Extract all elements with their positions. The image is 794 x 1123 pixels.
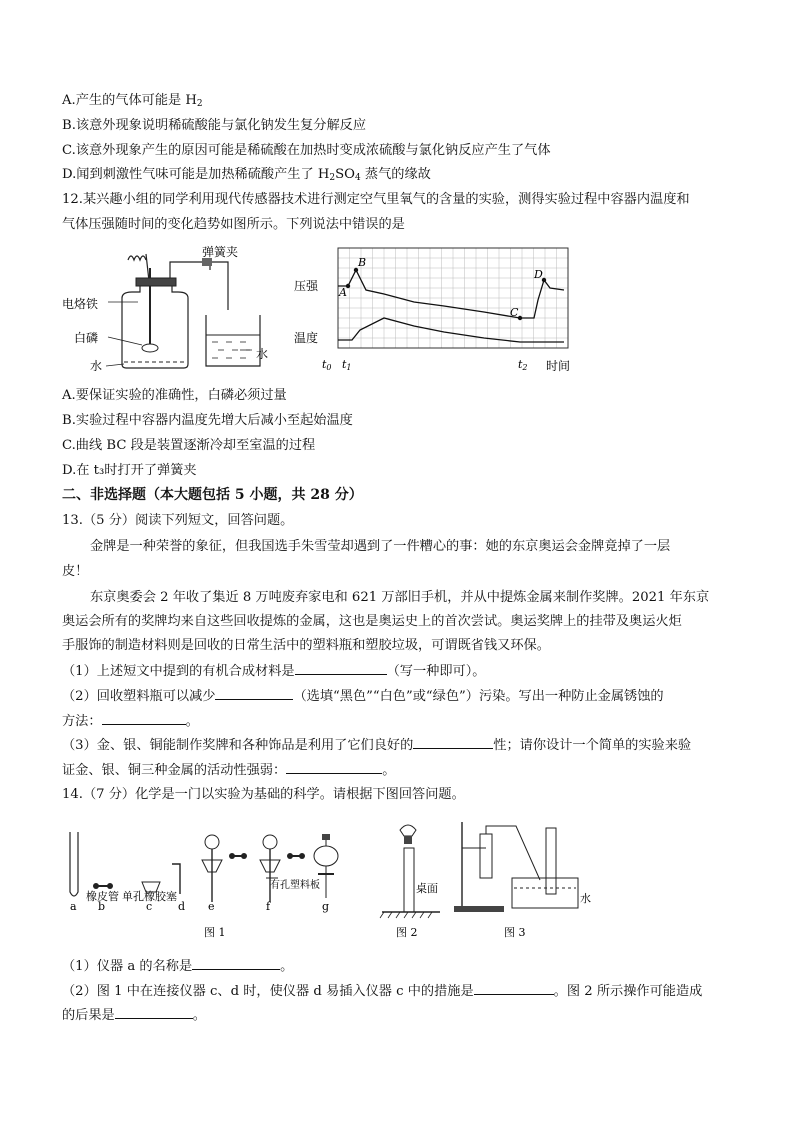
letter-a: a — [70, 900, 77, 913]
answer-blank[interactable] — [215, 687, 293, 700]
pressure-curve — [338, 270, 564, 318]
q14-figure-1 — [60, 812, 360, 942]
answer-blank[interactable] — [192, 957, 280, 970]
q13-paragraph2-line1: 东京奥委会 2 年收了集近 8 万吨废弃家电和 621 万部旧手机，并从中提炼金属来制作奖牌。2021 年东京 — [90, 590, 710, 605]
figure-1-caption: 图 1 — [204, 926, 226, 939]
tick-t2: t2 — [518, 358, 528, 372]
section-2-title: 二、非选择题（本大题包括 5 小题，共 28 分） — [62, 487, 363, 503]
q13-paragraph1-line1: 金牌是一种荣誉的象征，但我国选手朱雪莹却遇到了一件糟心的事：她的东京奥运会金牌竟掉了一层 — [90, 539, 671, 554]
label-rubber-tube: 橡皮管 — [86, 890, 119, 903]
q11-option-b: B.该意外现象说明稀硫酸能与氯化钠发生复分解反应 — [62, 118, 367, 133]
answer-blank[interactable] — [295, 662, 387, 675]
q11-option-a: A.产生的气体可能是 $H_2$ — [62, 93, 203, 109]
label-water-right: 水 — [256, 347, 269, 361]
answer-blank[interactable] — [413, 736, 493, 749]
spring-clip-icon — [202, 258, 212, 266]
answer-blank[interactable] — [115, 1006, 193, 1019]
q11-option-d: D.闻到刺激性气味可能是加热稀硫酸产生了 $H_2SO_4$ 蒸气的缘故 — [62, 167, 431, 183]
q14-sub1: （1）仪器 a 的名称是 。 — [62, 959, 294, 974]
q12-stem-line2: 气体压强随时间的变化趋势如图所示。下列说法中错误的是 — [62, 217, 405, 232]
label-white-phosphorus: 白磷 — [74, 331, 99, 345]
q12-pressure-temperature-graph — [294, 244, 584, 374]
answer-blank[interactable] — [286, 761, 382, 774]
q13-sub2: （2）回收塑料瓶可以减少 （选填“黑色”“白色”或“绿色”）污染。写出一种防止金属锈蚀的 — [62, 689, 664, 704]
label-temperature: 温度 — [294, 331, 319, 345]
temperature-curve — [338, 318, 564, 342]
letter-c: c — [146, 900, 153, 913]
q14-figure-2 — [378, 812, 448, 942]
q13-paragraph1-line2: 皮！ — [62, 564, 89, 579]
q12-apparatus-figure — [60, 240, 280, 380]
label-water-fig3: 水 — [580, 892, 591, 905]
label-point-c: C — [510, 306, 519, 319]
q13-sub2-cont: 方法： 。 — [62, 714, 199, 729]
q12-option-c: C.曲线 BC 段是装置逐渐冷却至室温的过程 — [62, 438, 316, 453]
q13-stem: 13.（5 分）阅读下列短文，回答问题。 — [62, 513, 294, 528]
letter-g: g — [322, 900, 330, 913]
tick-t1: t1 — [342, 358, 352, 372]
figure-3-caption: 图 3 — [504, 926, 526, 939]
answer-blank[interactable] — [102, 712, 186, 725]
label-desk: 桌面 — [416, 882, 438, 895]
q14-sub2: （2）图 1 中在连接仪器 c、d 时，使仪器 d 易插入仪器 c 中的措施是 。图 2 所示操作可能造成 — [62, 984, 703, 999]
q13-paragraph2-line2: 奥运会所有的奖牌均来自这些回收提炼的金属，这也是奥运史上的首次尝试。奥运奖牌上的挂带及奥运火炬 — [62, 614, 682, 629]
letter-f: f — [266, 900, 271, 913]
figure-2-caption: 图 2 — [396, 926, 418, 939]
label-electric-iron: 电烙铁 — [62, 297, 99, 311]
letter-e: e — [208, 900, 215, 913]
label-pressure: 压强 — [294, 279, 319, 293]
q14-sub2-cont: 的后果是 。 — [62, 1008, 206, 1023]
label-perforated-plate: 有孔塑料板 — [270, 880, 320, 891]
q12-option-d: D.在 t₃时打开了弹簧夹 — [62, 463, 197, 478]
label-point-d: D — [534, 268, 543, 281]
q14-figure-3 — [452, 818, 602, 942]
q12-stem-line1: 12.某兴趣小组的同学利用现代传感器技术进行测定空气里氧气的含量的实验，测得实验过程中容器内温度和 — [62, 192, 690, 207]
label-spring-clip: 弹簧夹 — [202, 245, 239, 259]
label-one-hole-stopper: 单孔橡胶塞 — [122, 890, 177, 903]
q11-option-c: C.该意外现象产生的原因可能是稀硫酸在加热时变成浓硫酸与氯化钠反应产生了气体 — [62, 143, 551, 158]
q13-sub3: （3）金、银、铜能制作奖牌和各种饰品是利用了它们良好的 性；请你设计一个简单的实验来验 — [62, 738, 692, 753]
letter-d: d — [178, 900, 186, 913]
q14-stem: 14.（7 分）化学是一门以实验为基础的科学。请根据下图回答问题。 — [62, 787, 465, 802]
label-time: 时间 — [546, 359, 571, 373]
label-point-b: B — [358, 256, 367, 269]
q13-paragraph2-line3: 手服饰的制造材料则是回收的日常生活中的塑料瓶和塑胶垃圾，可谓既省钱又环保。 — [62, 638, 550, 653]
q13-sub3-cont: 证金、银、铜三种金属的活动性强弱： 。 — [62, 763, 396, 778]
q12-option-a: A.要保证实验的准确性，白磷必须过量 — [62, 388, 287, 403]
q13-sub1: （1）上述短文中提到的有机合成材料是 （写一种即可）。 — [62, 664, 486, 679]
q12-option-b: B.实验过程中容器内温度先增大后减小至起始温度 — [62, 413, 353, 428]
point-c-marker — [518, 316, 522, 320]
label-water-left: 水 — [90, 359, 103, 373]
label-point-a: A — [339, 286, 347, 299]
letter-b: b — [98, 900, 106, 913]
tick-t0: t0 — [322, 358, 332, 372]
answer-blank[interactable] — [474, 982, 554, 995]
